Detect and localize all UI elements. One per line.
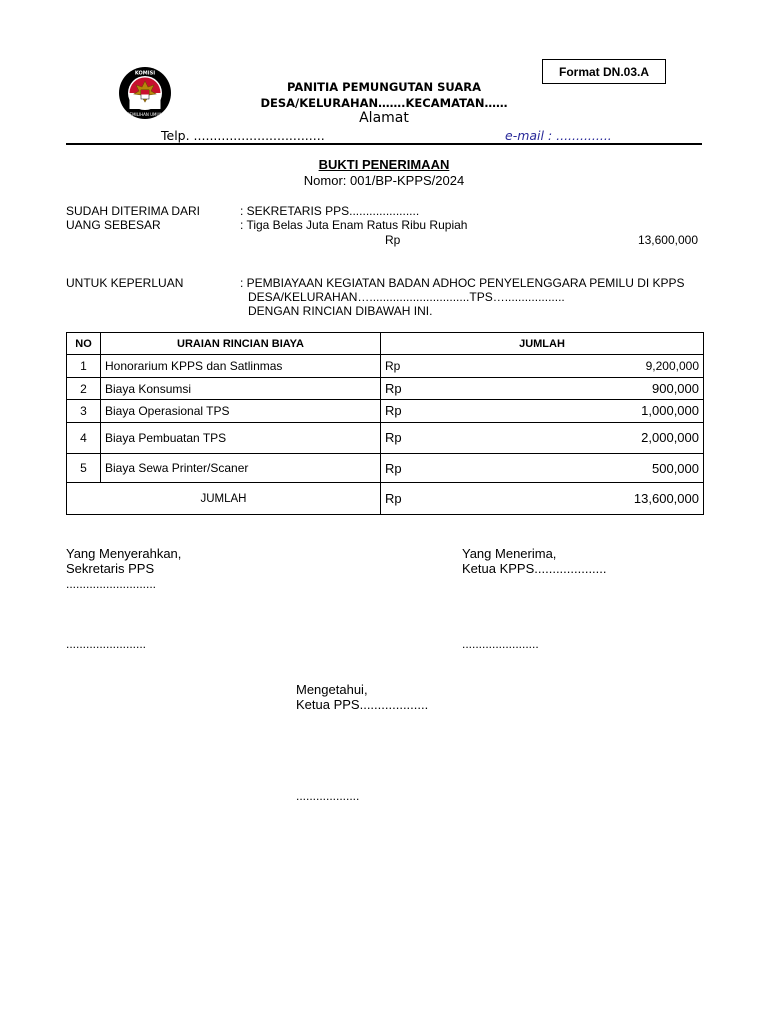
row-number: 3: [67, 400, 101, 423]
purpose-line-2: DESA/KELURAHAN…..............................TPS…..................: [248, 290, 565, 304]
row-amount: 1,000,000: [641, 403, 699, 418]
row-amount-cell: [381, 423, 704, 454]
cost-detail-table: [66, 332, 704, 515]
row-amount: 900,000: [652, 381, 699, 396]
row-currency: Rp: [385, 359, 401, 373]
recipient-signature-line: .......................: [462, 637, 539, 651]
total-amount-cell: [381, 483, 704, 515]
column-header-no: NO: [67, 333, 101, 355]
amount-label: UANG SEBESAR: [66, 218, 161, 232]
email-field: e-mail : ..............: [505, 128, 612, 143]
row-amount: 9,200,000: [645, 359, 699, 373]
row-amount: 2,000,000: [641, 430, 699, 445]
row-currency: Rp: [385, 461, 402, 476]
row-description: Biaya Operasional TPS: [101, 400, 381, 423]
receipt-title: BUKTI PENERIMAAN: [318, 157, 450, 172]
address-label: Alamat: [359, 110, 409, 126]
receipt-number: Nomor: 001/BP-KPPS/2024: [303, 173, 465, 188]
table-row: [67, 400, 704, 423]
amount-in-words: : Tiga Belas Juta Enam Ratus Ribu Rupiah: [240, 218, 468, 232]
amount-value: 13,600,000: [637, 233, 698, 247]
svg-text:PEMILIHAN UMUM: PEMILIHAN UMUM: [127, 112, 163, 117]
amount-currency: Rp: [385, 233, 401, 247]
recipient-label: Yang Menerima,: [462, 546, 557, 561]
row-amount-cell: [381, 378, 704, 400]
table-total-row: [67, 483, 704, 515]
total-label: JUMLAH: [67, 483, 381, 515]
purpose-label: UNTUK KEPERLUAN: [66, 276, 184, 290]
recipient-role: Ketua KPPS....................: [462, 561, 607, 576]
row-amount-cell: [381, 355, 704, 378]
acknowledged-label: Mengetahui,: [296, 682, 368, 697]
row-amount-cell: [381, 400, 704, 423]
format-label: Format DN.03.A: [542, 59, 666, 84]
column-header-amount: JUMLAH: [381, 333, 704, 355]
received-from-label: SUDAH DITERIMA DARI: [66, 204, 201, 218]
handover-label: Yang Menyerahkan,: [66, 546, 182, 561]
table-header-row: [67, 333, 704, 355]
acknowledger-role: Ketua PPS...................: [296, 697, 429, 712]
row-currency: Rp: [385, 381, 402, 396]
table-row: [67, 355, 704, 378]
svg-text:KOMISI: KOMISI: [134, 70, 156, 77]
row-description: Biaya Sewa Printer/Scaner: [101, 454, 381, 483]
handover-signature-line: ........................: [66, 637, 147, 651]
handover-role: Sekretaris PPS: [66, 561, 155, 576]
purpose-line-3: DENGAN RINCIAN DIBAWAH INI.: [248, 304, 433, 318]
row-number: 2: [67, 378, 101, 400]
row-description: Biaya Pembuatan TPS: [101, 423, 381, 454]
handover-name-line: ...........................: [66, 577, 157, 591]
table-row: [67, 378, 704, 400]
phone-field: Telp. .................................: [161, 128, 325, 143]
row-description: Honorarium KPPS dan Satlinmas: [101, 355, 381, 378]
row-number: 1: [67, 355, 101, 378]
header-divider: [66, 143, 702, 145]
column-header-description: URAIAN RINCIAN BIAYA: [101, 333, 381, 355]
row-currency: Rp: [385, 430, 402, 445]
row-description: Biaya Konsumsi: [101, 378, 381, 400]
total-currency: Rp: [385, 491, 402, 506]
row-number: 5: [67, 454, 101, 483]
committee-title: PANITIA PEMUNGUTAN SUARA: [286, 80, 482, 94]
table-row: [67, 454, 704, 483]
row-number: 4: [67, 423, 101, 454]
acknowledger-signature-line: ...................: [296, 789, 360, 803]
purpose-line-1: : PEMBIAYAAN KEGIATAN BADAN ADHOC PENYELENGGARA PEMILU DI KPPS: [240, 276, 685, 290]
row-amount-cell: [381, 454, 704, 483]
row-currency: Rp: [385, 403, 402, 418]
row-amount: 500,000: [652, 461, 699, 476]
committee-address-line: DESA/KELURAHAN…….KECAMATAN……: [260, 96, 508, 110]
received-from-value: : SEKRETARIS PPS.....................: [240, 204, 420, 218]
total-amount: 13,600,000: [633, 491, 699, 506]
table-row: [67, 423, 704, 454]
